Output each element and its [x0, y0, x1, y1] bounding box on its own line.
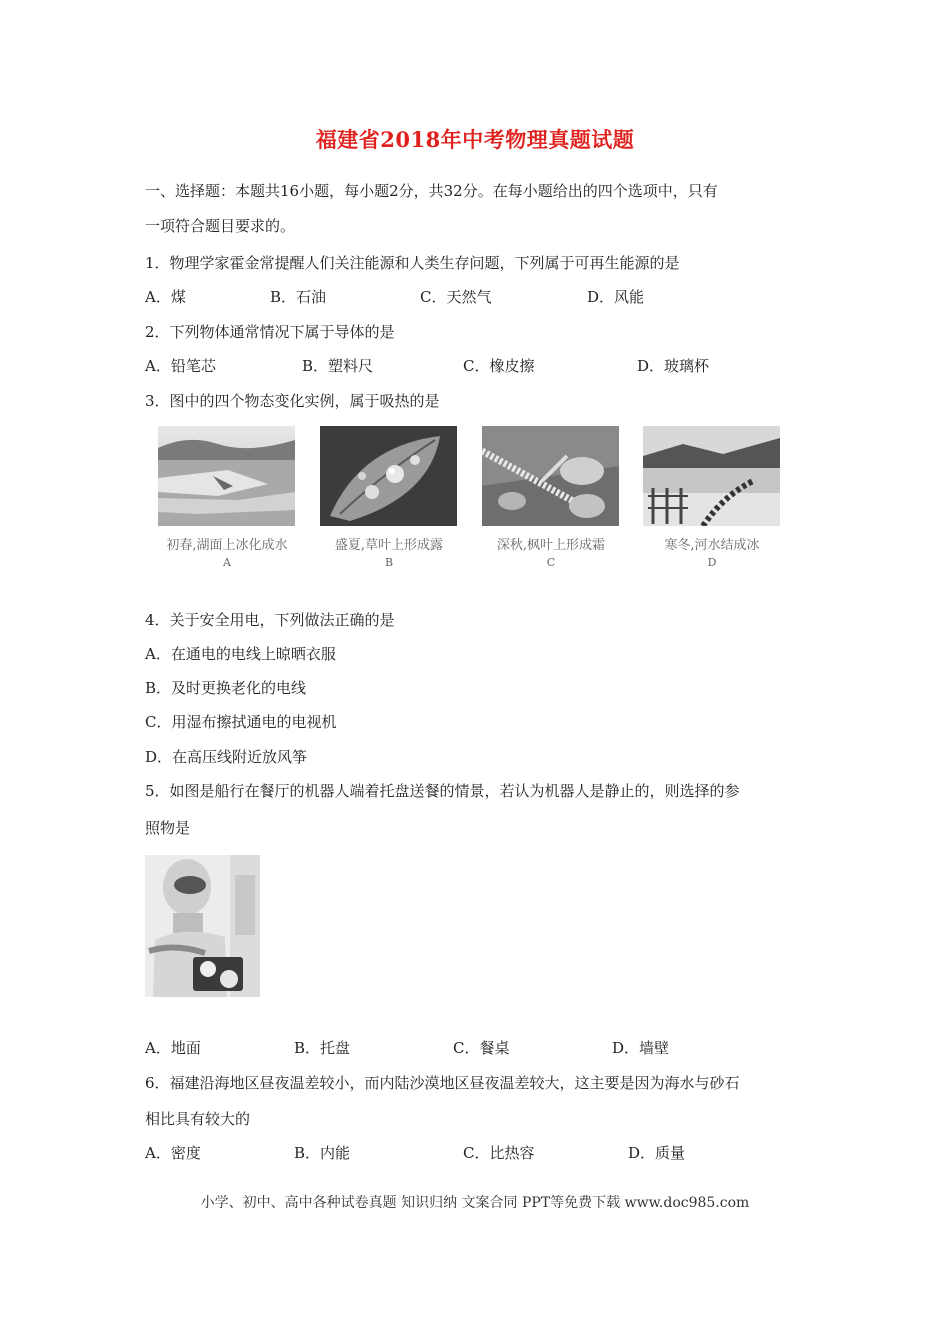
q6-option-b: B．内能 — [294, 1144, 351, 1162]
q2-option-a: A．铅笔芯 — [145, 357, 216, 375]
question-5-line-1: 5．如图是船行在餐厅的机器人端着托盘送餐的情景，若认为机器人是静止的，则选择的参 — [145, 782, 740, 800]
caption-d: 寒冬,河水结成冰 — [664, 538, 760, 553]
photo-frozen-river — [643, 426, 780, 526]
q6-option-d: D．质量 — [628, 1144, 686, 1162]
page-title: 福建省2018年中考物理真题试题 — [315, 127, 635, 152]
caption-c: 深秋,枫叶上形成霜 — [496, 538, 606, 553]
q2-option-d: D．玻璃杯 — [637, 357, 710, 375]
question-3: 3．图中的四个物态变化实例，属于吸热的是 — [145, 392, 440, 410]
q4-option-d: D．在高压线附近放风筝 — [145, 748, 308, 766]
q1-option-a: A．煤 — [145, 288, 186, 306]
caption-letter-d: D — [707, 556, 717, 569]
q1-option-c: C．天然气 — [420, 288, 492, 306]
photo-robot-waiter — [145, 855, 260, 997]
question-6-line-2: 相比具有较大的 — [145, 1110, 251, 1128]
q5-option-b: B．托盘 — [294, 1039, 351, 1057]
section-intro-line-2: 一项符合题目要求的。 — [145, 217, 296, 235]
caption-letter-b: B — [384, 556, 394, 569]
q4-option-b: B．及时更换老化的电线 — [145, 679, 307, 697]
question-5-line-2: 照物是 — [145, 819, 191, 837]
q1-option-d: D．风能 — [587, 288, 645, 306]
q2-option-b: B．塑料尺 — [302, 357, 374, 375]
q5-option-d: D．墙壁 — [612, 1039, 670, 1057]
q5-option-a: A．地面 — [145, 1039, 201, 1057]
question-1: 1．物理学家霍金常提醒人们关注能源和人类生存问题，下列属于可再生能源的是 — [145, 254, 680, 272]
section-intro-line-1: 一、选择题：本题共16小题，每小题2分，共32分。在每小题给出的四个选项中，只有 — [145, 182, 718, 200]
question-6-line-1: 6．福建沿海地区昼夜温差较小，而内陆沙漠地区昼夜温差较大，这主要是因为海水与砂石 — [145, 1074, 740, 1092]
q2-option-c: C．橡皮擦 — [463, 357, 535, 375]
footer-text: 小学、初中、高中各种试卷真题 知识归纳 文案合同 PPT等免费下载 www.doc985.com — [200, 1195, 750, 1211]
q5-option-c: C．餐桌 — [453, 1039, 510, 1057]
caption-letter-a: A — [223, 556, 231, 569]
q4-option-a: A．在通电的电线上晾晒衣服 — [145, 645, 336, 663]
q1-option-b: B．石油 — [270, 288, 327, 306]
question-4: 4．关于安全用电，下列做法正确的是 — [145, 611, 395, 629]
photo-frost-on-leaf — [482, 426, 619, 526]
photo-dew-on-leaf — [320, 426, 457, 526]
caption-letter-c: C — [546, 556, 556, 569]
caption-a: 初春,湖面上冰化成水 — [166, 538, 288, 553]
question-2: 2．下列物体通常情况下属于导体的是 — [145, 323, 395, 341]
photo-ice-melting — [158, 426, 295, 526]
q6-option-a: A．密度 — [145, 1144, 201, 1162]
q6-option-c: C．比热容 — [463, 1144, 535, 1162]
caption-b: 盛夏,草叶上形成露 — [334, 538, 444, 553]
q4-option-c: C．用湿布擦拭通电的电视机 — [145, 713, 337, 731]
